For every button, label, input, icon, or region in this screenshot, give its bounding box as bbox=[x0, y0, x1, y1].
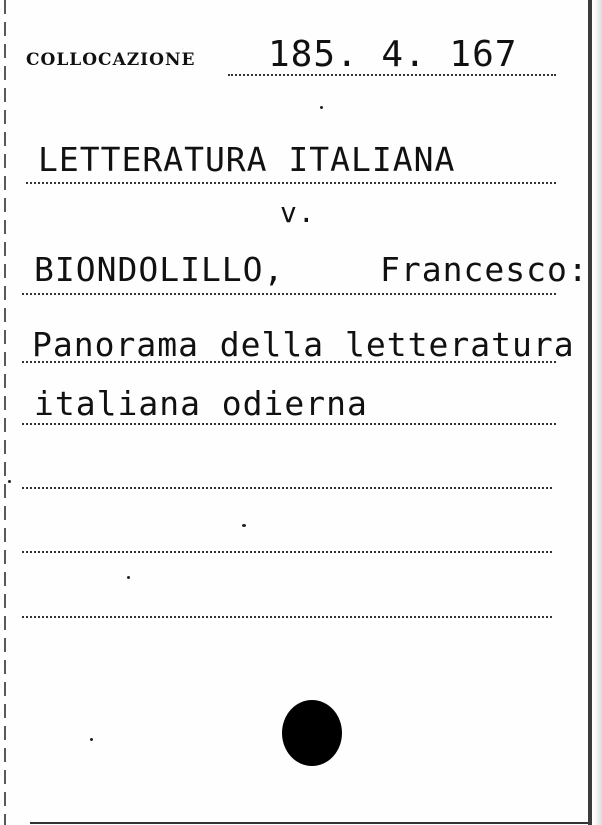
ruled-line-3 bbox=[22, 361, 556, 363]
scan-speck bbox=[8, 480, 11, 483]
punch-hole bbox=[282, 700, 342, 766]
scan-speck bbox=[242, 524, 246, 527]
title-line-2: italiana odierna bbox=[34, 384, 368, 423]
ruled-line-4 bbox=[22, 423, 556, 425]
scan-speck bbox=[90, 738, 93, 741]
author-firstname: Francesco: bbox=[380, 250, 589, 289]
subject-heading: LETTERATURA ITALIANA bbox=[38, 140, 456, 179]
card-right-edge bbox=[588, 0, 592, 825]
ruled-line-6 bbox=[22, 551, 552, 553]
card-left-edge bbox=[4, 0, 6, 825]
ruled-line-1 bbox=[26, 182, 556, 184]
scan-speck bbox=[127, 576, 130, 579]
scan-speck bbox=[320, 106, 323, 109]
collocazione-label: COLLOCAZIONE bbox=[26, 50, 196, 70]
shelfmark: 185. 4. 167 bbox=[268, 34, 518, 75]
collocazione-line bbox=[228, 74, 556, 76]
ruled-line-7 bbox=[22, 616, 552, 618]
title-line-1: Panorama della letteratura bbox=[32, 325, 575, 364]
ruled-line-5 bbox=[22, 487, 552, 489]
ruled-line-2 bbox=[22, 293, 556, 295]
cross-reference: v. bbox=[280, 196, 316, 229]
card-bottom-edge bbox=[30, 822, 588, 824]
author-surname: BIONDOLILLO, bbox=[34, 250, 285, 289]
card-right-shadow bbox=[594, 0, 602, 825]
